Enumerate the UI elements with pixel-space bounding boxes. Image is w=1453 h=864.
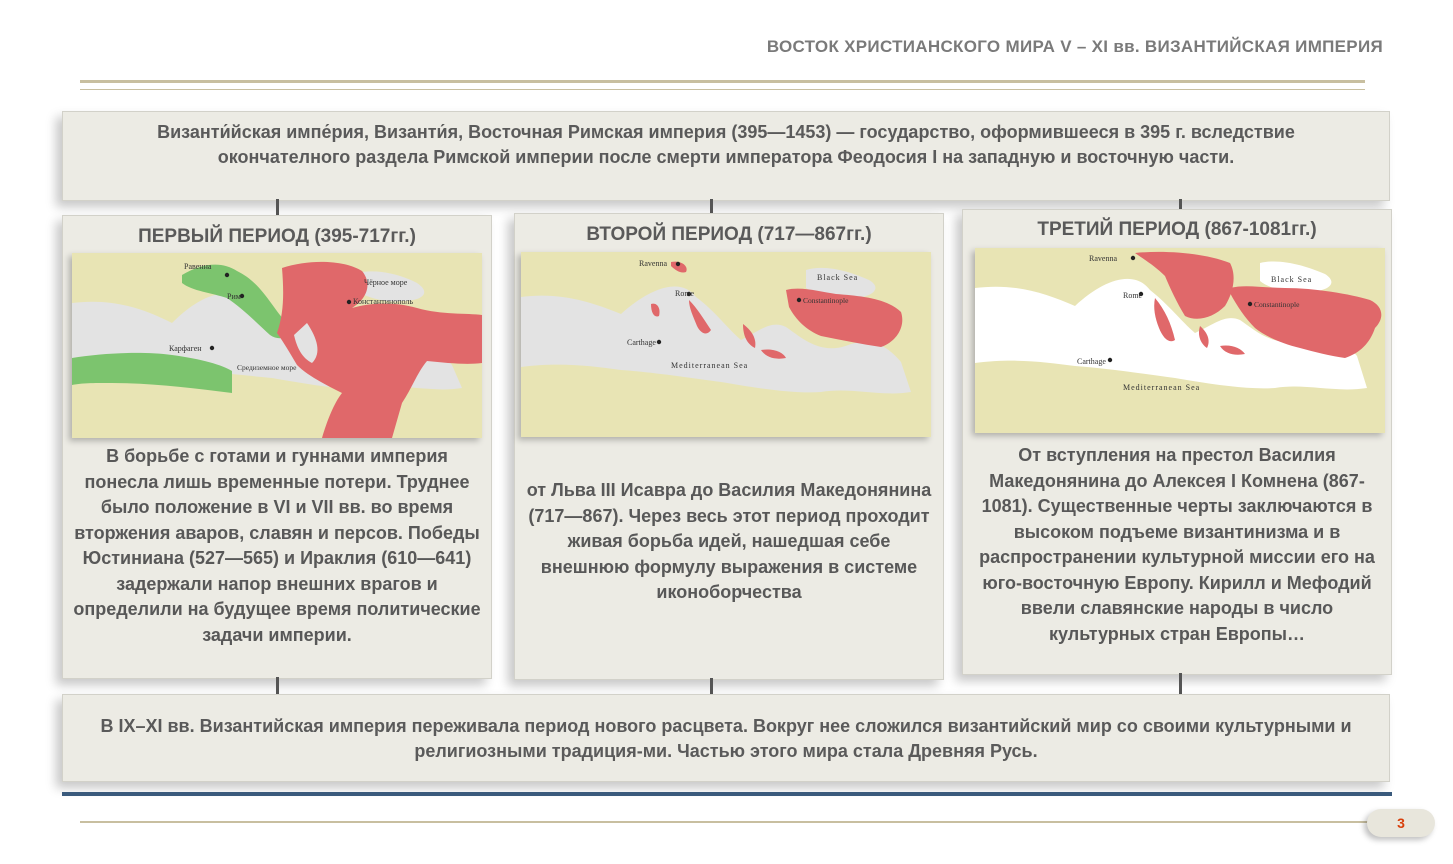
connector-2-top [710,199,713,213]
svg-text:Constantinople [1254,300,1300,309]
slide-title: ВОСТОК ХРИСТИАНСКОГО МИРА V – XI вв. ВИЗАНТИЙСКАЯ ИМПЕРИЯ [766,37,1383,56]
svg-text:Mediterranean Sea [671,361,748,370]
period-1-label-constantinople: Константинополь [353,297,414,306]
intro-box [62,111,1390,201]
period-3-card [962,209,1392,675]
period-1-title: ПЕРВЫЙ ПЕРИОД (395-717гг.) [138,226,416,247]
period-1-label-rome: Рим [227,292,241,301]
intro-text: Византи́йская импе́рия, Византи́я, Восточная Римская империя (395—1453) — государство, оформившееся в 395 г. вследствие окончателного раздела Римской империи после смерти императора Феодосия I на западную и восточную части. [157,122,1295,167]
conclusion-text: В IX–XI вв. Византийская империя переживала период нового расцвета. Вокруг нее сложился византийский мир со своими культурными и религиозными традиция-ми. Частью этого мира стала Древняя Русь. [100,716,1352,761]
period-2-label-sea: Mediterranean Sea [671,361,749,370]
period-3-label-constantinople: Constantinople [1254,300,1300,309]
period-1-map [72,253,482,438]
period-2-text: от Льва III Исавра до Василия Македонянина (717—867). Через весь этот период проходит живая борьба идей, нашедшая себе внешнюю формулу выражения в системе иконоборчества [526,480,932,602]
svg-text:Rome [675,289,695,298]
period-1-card [62,215,492,679]
svg-text:Carthage [627,338,656,347]
period-2-label-constantinople: Constantinople [803,296,849,305]
period-2-label-black-sea: Black Sea [817,273,859,282]
navy-rule [62,792,1392,796]
svg-text:Средиземное море [237,363,297,372]
period-3-text: От вступления на престол Василия Македонянина до Алексея I Комнена (867-1081). Существенные черты заключаются в высоком подъеме византинизма и в распространении культурной миссии его на юго-восточную Европу. Кирилл и Мефодий ввели славянские народы в число культурных стран Европы… [979,445,1375,644]
period-3-label-carthage: Carthage [1077,357,1106,366]
period-3-map [975,248,1385,433]
svg-text:Black Sea [817,273,858,282]
period-2-label-ravenna: Ravenna [639,259,667,268]
period-3-label-ravenna: Ravenna [1089,254,1117,263]
period-1-text: В борьбе с готами и гуннами империя понесла лишь временные потери. Труднее было положение в VI и VII вв. во время вторжения аваров, славян и персов. Победы Юстиниана (527—565) и Ираклия (610—641) задержали напор внешних врагов и определили на будущее время политические задачи империи. [73,446,481,645]
period-2-map [521,252,931,437]
top-rule-thick [80,80,1365,83]
svg-text:Карфаген [169,344,202,353]
page-number-badge: 3 [1367,809,1435,837]
svg-text:Чёрное море [364,278,408,287]
connector-2-bottom [710,678,713,694]
period-3-label-black-sea: Black Sea [1271,275,1313,284]
svg-text:Black Sea [1271,275,1312,284]
connector-3-bottom [1179,673,1182,694]
connector-3-top [1179,199,1182,209]
svg-text:Mediterranean Sea [1123,383,1200,392]
svg-text:Рим [227,292,241,301]
period-2-card [514,213,944,680]
period-2-label-rome: Rome [675,289,695,298]
svg-text:Константинополь [353,297,413,306]
period-3-label-sea: Mediterranean Sea [1123,383,1201,392]
svg-text:Constantinople [803,296,849,305]
top-rule-thin [80,89,1365,90]
period-3-title: ТРЕТИЙ ПЕРИОД (867-1081гг.) [1037,219,1317,240]
period-2-title: ВТОРОЙ ПЕРИОД (717—867гг.) [586,224,872,245]
conclusion-box [62,694,1390,782]
svg-text:Ravenna [1089,254,1117,263]
connector-1-top [276,199,279,215]
period-1-label-sea: Средиземное море [237,363,297,372]
svg-text:Rome [1123,291,1143,300]
bottom-rule [80,821,1370,823]
period-2-label-carthage: Carthage [627,338,656,347]
svg-text:Равенна [184,262,212,271]
period-1-label-black-sea: Чёрное море [364,278,408,287]
svg-text:Ravenna [639,259,667,268]
period-1-label-carthage: Карфаген [169,344,202,353]
period-3-label-rome: Rome [1123,291,1143,300]
period-1-label-ravenna: Равенна [184,262,212,271]
connector-1-bottom [276,677,279,694]
svg-text:Carthage [1077,357,1106,366]
